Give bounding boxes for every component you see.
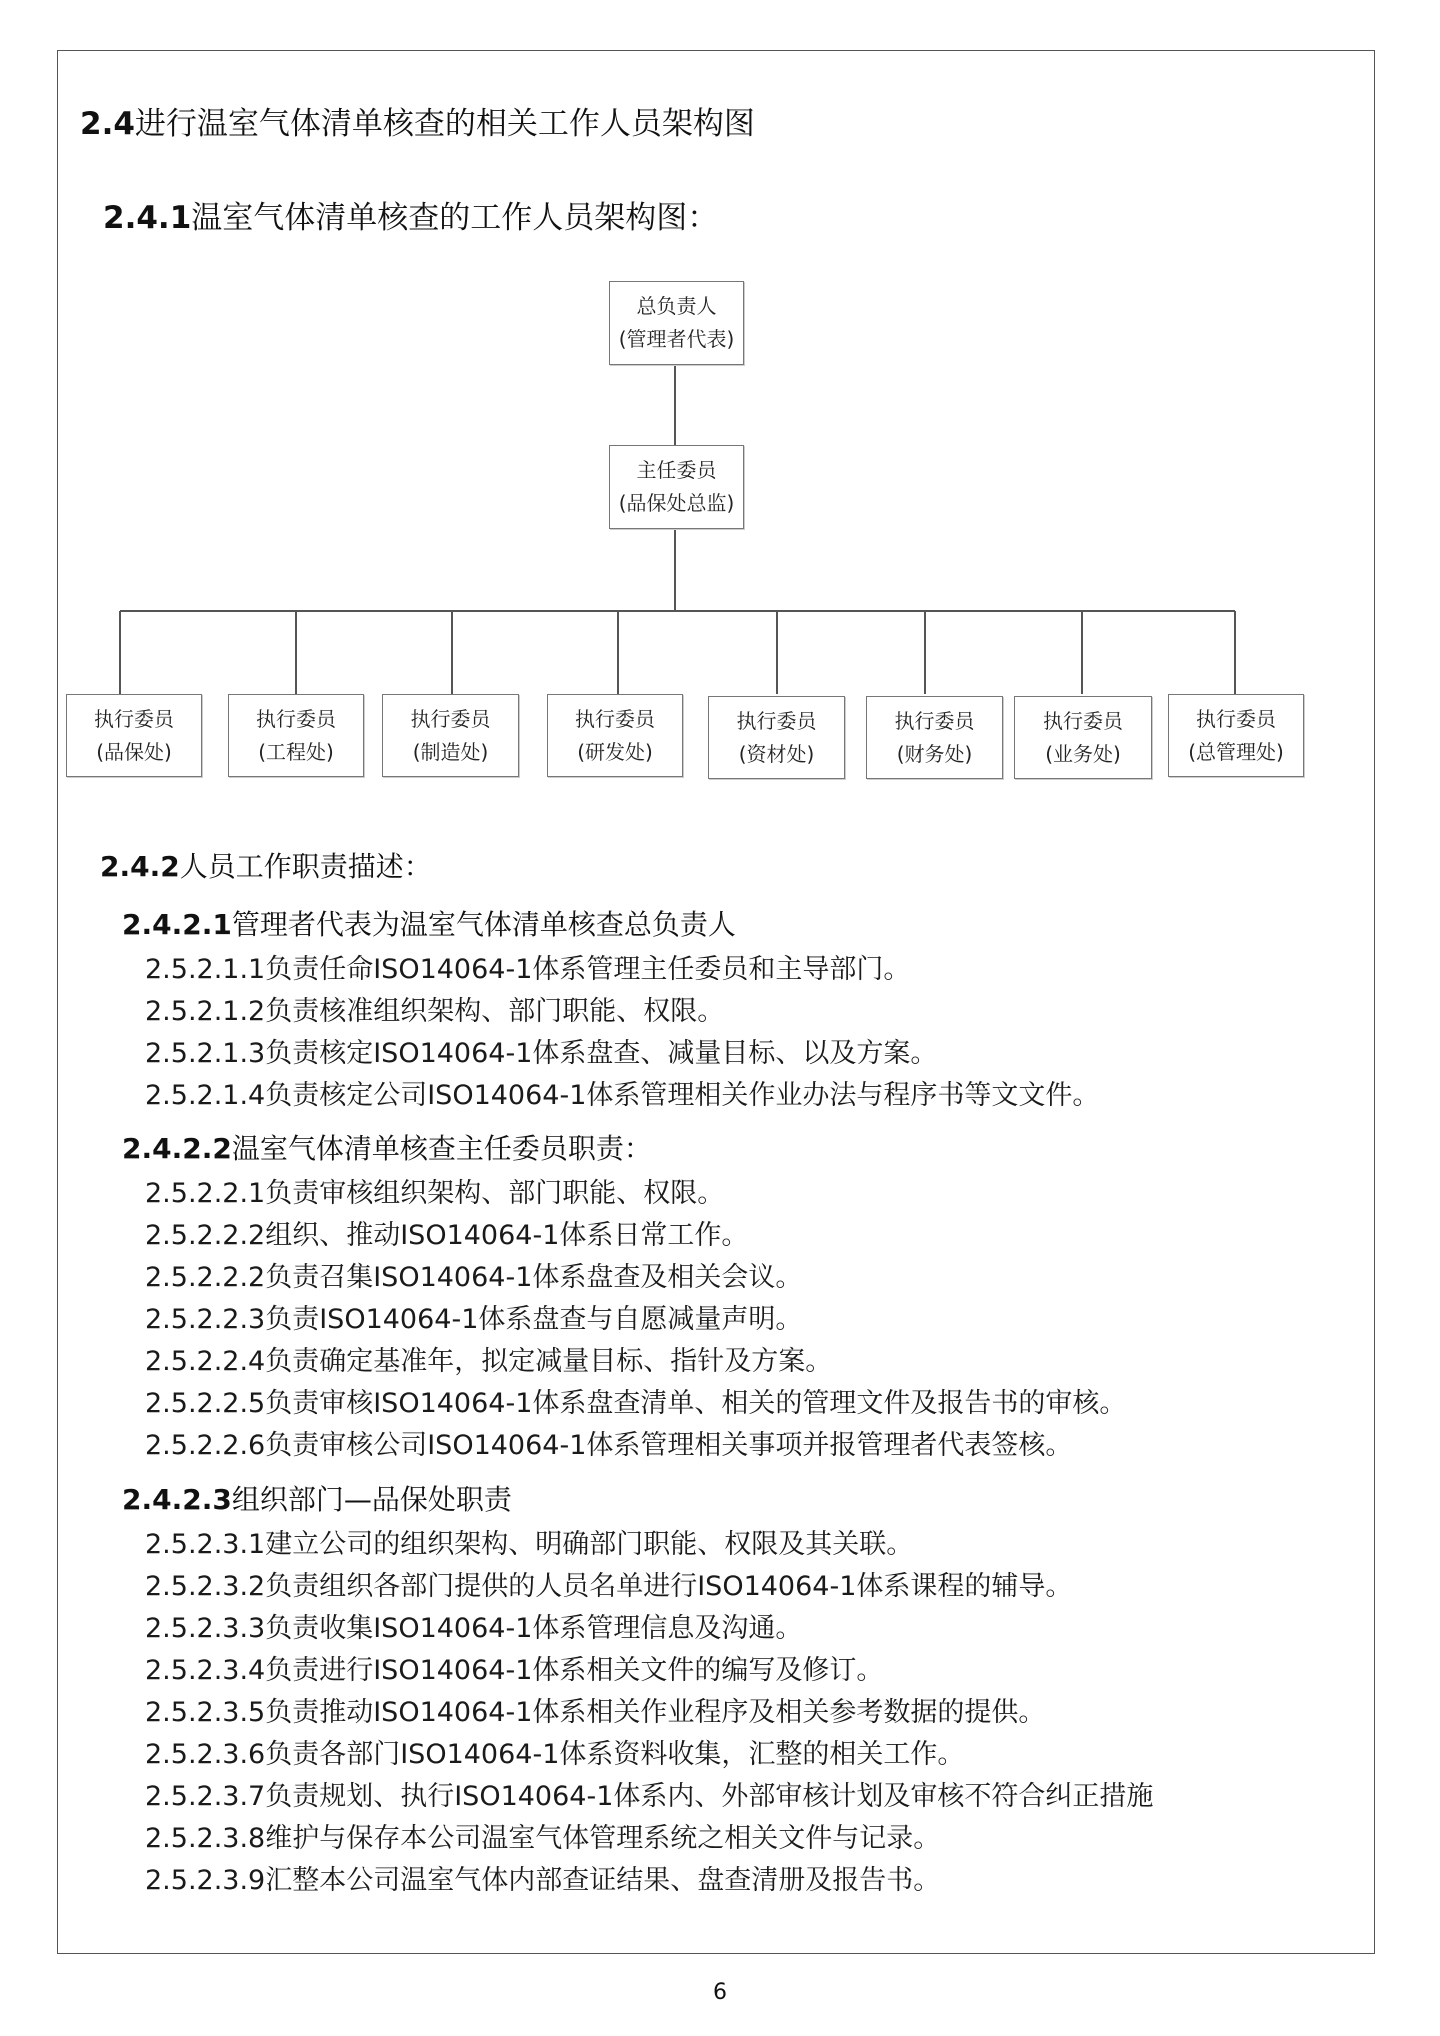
org-box-member-4: [547, 694, 683, 777]
duty-item: 2.5.2.2.2负责召集ISO14064-1体系盘查及相关会议。: [145, 1262, 803, 1293]
org-box-subtitle: (资材处): [738, 741, 815, 766]
org-box-chief: [609, 281, 744, 365]
duty-item: 2.5.2.1.3负责核定ISO14064-1体系盘查、减量目标、以及方案。: [145, 1038, 938, 1069]
section-title: 进行温室气体清单核查的相关工作人员架构图: [134, 106, 755, 142]
org-box-title: 主任委员: [636, 458, 717, 482]
org-box-member-8: [1168, 694, 1304, 777]
org-box-title: 执行委员: [410, 706, 491, 731]
org-box-title: 执行委员: [736, 708, 817, 733]
duty-group-heading: [122, 903, 736, 943]
duty-item: 2.5.2.2.4负责确定基准年，拟定减量目标、指针及方案。: [145, 1346, 833, 1377]
duty-item: 2.5.2.3.5负责推动ISO14064-1体系相关作业程序及相关参考数据的提供。: [145, 1697, 1046, 1728]
org-box-member-2: [228, 694, 364, 777]
org-box-member-5: [708, 696, 845, 779]
duty-item: 2.5.2.1.4负责核定公司ISO14064-1体系管理相关作业办法与程序书等文文件。: [145, 1080, 1100, 1111]
duty-item: 2.5.2.3.3负责收集ISO14064-1体系管理信息及沟通。: [145, 1613, 803, 1644]
org-box-director: [609, 445, 744, 529]
org-box-subtitle: (品保处): [96, 739, 172, 764]
org-box-subtitle: (总管理处): [1188, 739, 1284, 764]
duty-item: 2.5.2.3.8维护与保存本公司温室气体管理系统之相关文件与记录。: [145, 1823, 941, 1854]
duty-item: 2.5.2.2.5负责审核ISO14064-1体系盘查清单、相关的管理文件及报告书的审核。: [145, 1388, 1127, 1419]
duty-group-number: 2.4.2.3: [122, 1483, 232, 1516]
page-number: 6: [713, 1980, 727, 2005]
org-box-title: 执行委员: [94, 706, 174, 731]
org-box-subtitle: (财务处): [896, 741, 973, 766]
duties-heading: [100, 845, 432, 885]
subsection-number: 2.4.1: [103, 200, 192, 236]
duty-group-number: 2.4.2.1: [122, 908, 232, 941]
org-box-title: 执行委员: [894, 708, 975, 733]
duties-heading-number: 2.4.2: [100, 850, 180, 883]
duty-item: 2.5.2.3.9汇整本公司温室气体内部查证结果、盘查清册及报告书。: [145, 1865, 941, 1896]
org-box-title: 执行委员: [1196, 706, 1276, 731]
org-box-title: 执行委员: [1043, 708, 1123, 733]
org-box-subtitle: (品保处总监): [618, 491, 735, 515]
duty-item: 2.5.2.3.1建立公司的组织架构、明确部门职能、权限及其关联。: [145, 1529, 914, 1560]
duty-group-title: 组织部门—品保处职责: [231, 1483, 512, 1516]
org-box-member-7: [1014, 696, 1152, 779]
section-number: 2.4: [80, 106, 135, 142]
org-chart-connectors: [0, 0, 1440, 800]
org-box-title: 执行委员: [256, 706, 336, 731]
org-box-title: 总负责人: [636, 294, 717, 318]
org-box-subtitle: (管理者代表): [618, 327, 735, 351]
duty-group-heading: [122, 1478, 512, 1518]
org-box-member-1: [66, 694, 202, 777]
org-box-title: 执行委员: [575, 706, 655, 731]
duty-group-number: 2.4.2.2: [122, 1132, 232, 1165]
duty-group-title: 温室气体清单核查主任委员职责：: [231, 1132, 652, 1165]
org-box-member-6: [866, 696, 1003, 779]
duty-item: 2.5.2.1.1负责任命ISO14064-1体系管理主任委员和主导部门。: [145, 954, 911, 985]
org-box-subtitle: (工程处): [258, 739, 334, 764]
org-box-subtitle: (研发处): [577, 739, 653, 764]
org-box-subtitle: (制造处): [412, 739, 489, 764]
subsection-title: 温室气体清单核查的工作人员架构图：: [191, 200, 719, 236]
duty-item: 2.5.2.3.4负责进行ISO14064-1体系相关文件的编写及修订。: [145, 1655, 884, 1686]
duty-item: 2.5.2.3.7负责规划、执行ISO14064-1体系内、外部审核计划及审核不符合纠正措施: [145, 1781, 1154, 1812]
duty-item: 2.5.2.2.1负责审核组织架构、部门职能、权限。: [145, 1178, 725, 1209]
duty-item: 2.5.2.2.2组织、推动ISO14064-1体系日常工作。: [145, 1220, 749, 1251]
duty-group-heading: [122, 1127, 652, 1167]
duty-item: 2.5.2.3.2负责组织各部门提供的人员名单进行ISO14064-1体系课程的辅导。: [145, 1571, 1073, 1602]
org-box-member-3: [382, 694, 519, 777]
duty-item: 2.5.2.2.3负责ISO14064-1体系盘查与自愿减量声明。: [145, 1304, 803, 1335]
duty-item: 2.5.2.3.6负责各部门ISO14064-1体系资料收集，汇整的相关工作。: [145, 1739, 965, 1770]
duty-group-title: 管理者代表为温室气体清单核查总负责人: [231, 908, 736, 941]
duties-heading-title: 人员工作职责描述：: [179, 850, 432, 883]
org-box-subtitle: (业务处): [1045, 741, 1121, 766]
duty-item: 2.5.2.2.6负责审核公司ISO14064-1体系管理相关事项并报管理者代表签核。: [145, 1430, 1073, 1461]
org-chart: [0, 0, 1440, 800]
duty-item: 2.5.2.1.2负责核准组织架构、部门职能、权限。: [145, 996, 725, 1027]
